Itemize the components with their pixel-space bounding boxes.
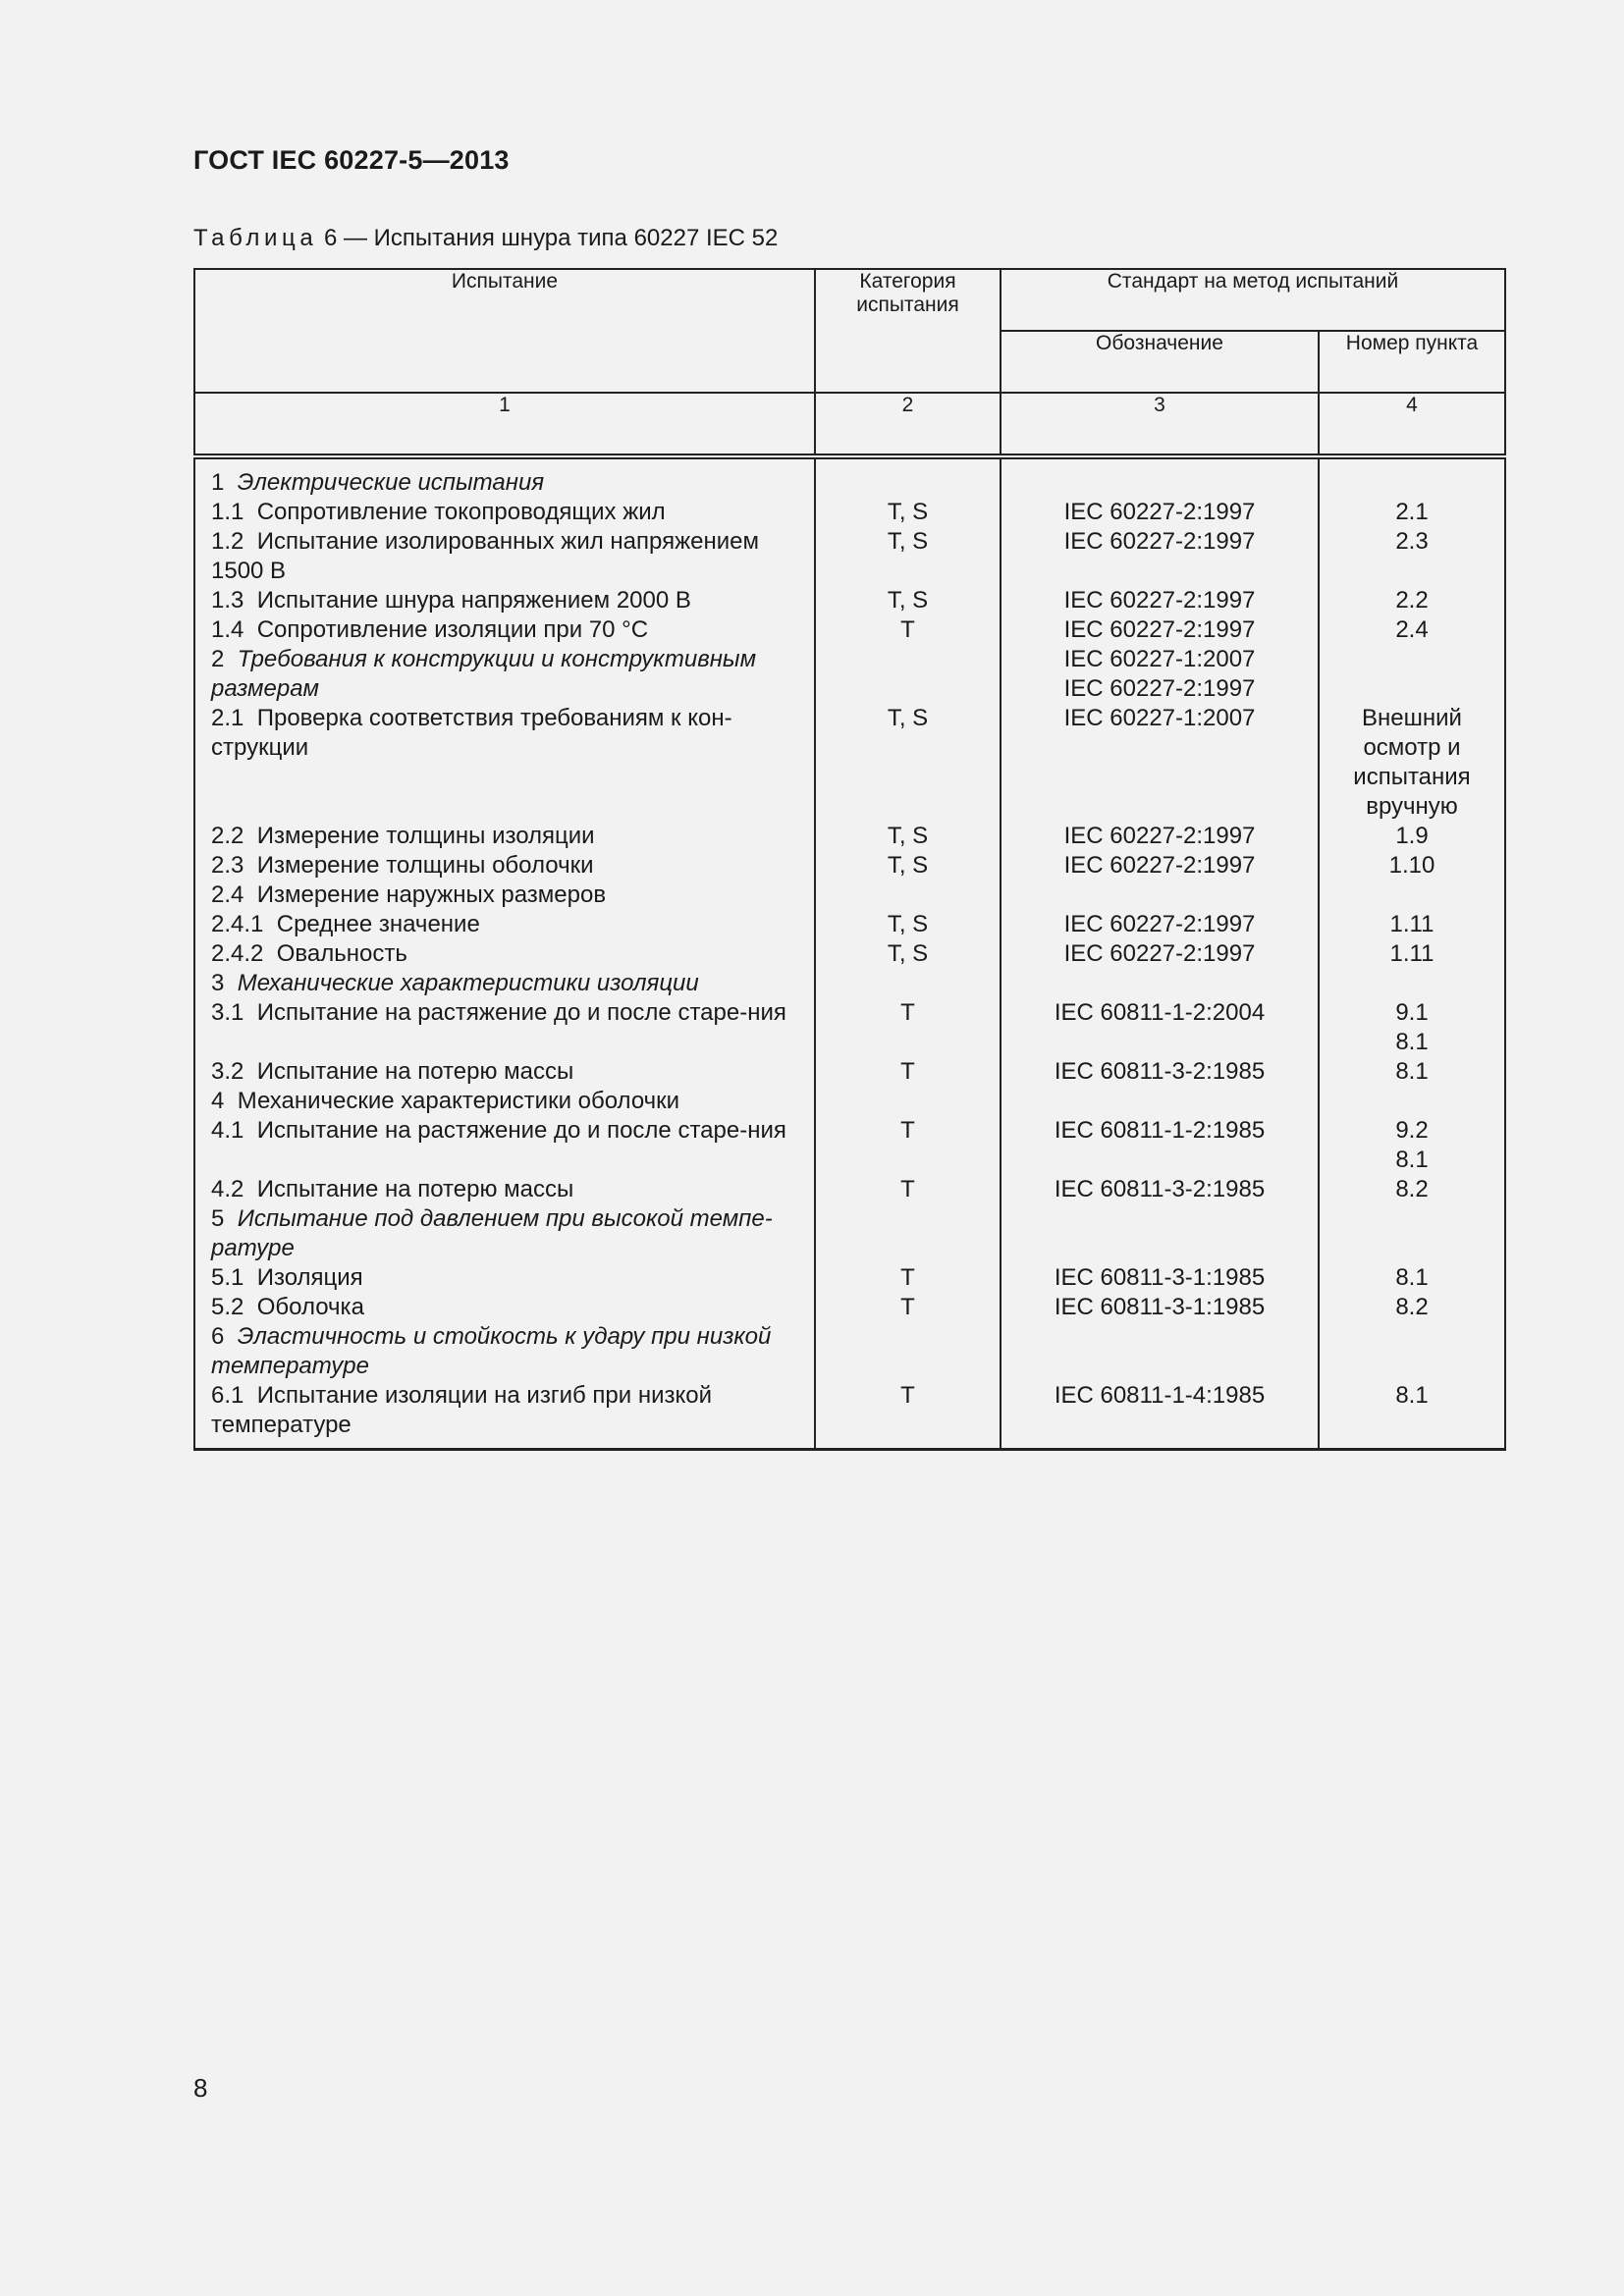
test-name-cell <box>194 910 815 939</box>
column-number: 4 <box>1319 393 1505 456</box>
table-row <box>194 456 1505 498</box>
header-clause: Номер пункта <box>1319 331 1505 393</box>
document-title: ГОСТ IEC 60227-5—2013 <box>193 145 510 175</box>
table-row <box>194 586 1505 615</box>
test-category <box>815 1322 1001 1381</box>
test-name-cell <box>194 645 815 704</box>
table-row <box>194 645 1505 704</box>
test-number: 1.4 <box>211 616 244 643</box>
test-name-cell <box>194 1322 815 1381</box>
test-category: T <box>815 1175 1001 1204</box>
test-category: T, S <box>815 851 1001 881</box>
test-name: Испытание под давлением при высокой темпе-ратуре <box>211 1205 773 1261</box>
test-number: 1.2 <box>211 528 244 555</box>
table-row <box>194 910 1505 939</box>
test-number: 5 <box>211 1205 225 1232</box>
table-row <box>194 1381 1505 1450</box>
test-category: T <box>815 615 1001 645</box>
clause-number: 8.1 <box>1319 1263 1505 1293</box>
table-row <box>194 881 1505 910</box>
test-name: Испытание изоляции на изгиб при низкой температуре <box>211 1382 713 1438</box>
test-name: Овальность <box>276 940 407 967</box>
test-name: Проверка соответствия требованиям к кон-струкции <box>211 705 732 761</box>
header-designation: Обозначение <box>1001 331 1319 393</box>
test-name-cell <box>194 998 815 1057</box>
test-number: 2.2 <box>211 823 244 849</box>
table-row <box>194 939 1505 969</box>
test-category <box>815 1087 1001 1116</box>
test-name-cell <box>194 851 815 881</box>
test-name-cell <box>194 969 815 998</box>
test-category: T <box>815 1263 1001 1293</box>
test-category: T, S <box>815 822 1001 851</box>
column-number: 3 <box>1001 393 1319 456</box>
clause-number: 8.1 <box>1319 1381 1505 1450</box>
table-row <box>194 498 1505 527</box>
table-row <box>194 969 1505 998</box>
test-number: 2.1 <box>211 705 244 731</box>
test-number: 1.1 <box>211 499 244 525</box>
test-name-cell <box>194 1293 815 1322</box>
header-test: Испытание <box>194 269 815 393</box>
test-name-cell <box>194 1175 815 1204</box>
clause-number <box>1319 645 1505 704</box>
test-name-cell <box>194 527 815 586</box>
table-row <box>194 1057 1505 1087</box>
test-number: 3.1 <box>211 999 244 1026</box>
standard-designation: IEC 60811-1-4:1985 <box>1001 1381 1319 1450</box>
standard-designation: IEC 60227-2:1997 <box>1001 498 1319 527</box>
test-number: 2 <box>211 646 225 672</box>
test-number: 4.2 <box>211 1176 244 1202</box>
table-row <box>194 1204 1505 1263</box>
standard-designation: IEC 60227-1:2007 <box>1001 704 1319 822</box>
column-number-row <box>194 393 1505 456</box>
test-name-cell <box>194 498 815 527</box>
test-name-cell <box>194 1204 815 1263</box>
clause-number: 8.1 <box>1319 1057 1505 1087</box>
standard-designation: IEC 60811-3-2:1985 <box>1001 1175 1319 1204</box>
test-name-cell <box>194 1057 815 1087</box>
test-category <box>815 881 1001 910</box>
test-number: 2.4.2 <box>211 940 264 967</box>
test-name: Испытание изолированных жил напряжением 1500 В <box>211 528 759 584</box>
test-number: 6.1 <box>211 1382 244 1409</box>
clause-number <box>1319 1322 1505 1381</box>
test-name-cell <box>194 586 815 615</box>
test-number: 1.3 <box>211 587 244 614</box>
test-name: Испытание на потерю массы <box>256 1058 574 1085</box>
clause-number: 2.4 <box>1319 615 1505 645</box>
table-body <box>194 456 1505 1450</box>
test-category: T, S <box>815 498 1001 527</box>
clause-number: 8.2 <box>1319 1175 1505 1204</box>
test-category: T <box>815 1293 1001 1322</box>
test-name: Эластичность и стойкость к удару при низкой температуре <box>211 1323 772 1379</box>
test-category: T <box>815 1057 1001 1087</box>
test-category: T, S <box>815 939 1001 969</box>
clause-number: 1.9 <box>1319 822 1505 851</box>
table-row <box>194 822 1505 851</box>
clause-number: Внешний осмотр и испытания вручную <box>1319 704 1505 822</box>
test-name-cell <box>194 1116 815 1175</box>
header-standard: Стандарт на метод испытаний <box>1001 269 1505 331</box>
column-number: 2 <box>815 393 1001 456</box>
table-row <box>194 1293 1505 1322</box>
standard-designation: IEC 60811-1-2:1985 <box>1001 1116 1319 1175</box>
test-name: Изоляция <box>256 1264 363 1291</box>
table-row <box>194 1263 1505 1293</box>
test-name: Измерение наружных размеров <box>256 881 607 908</box>
standard-designation: IEC 60227-2:1997 <box>1001 527 1319 586</box>
standard-designation: IEC 60227-2:1997 <box>1001 822 1319 851</box>
test-name-cell <box>194 822 815 851</box>
standard-designation: IEC 60227-1:2007 IEC 60227-2:1997 <box>1001 645 1319 704</box>
clause-number: 1.11 <box>1319 910 1505 939</box>
standard-designation <box>1001 1204 1319 1263</box>
test-category: T, S <box>815 527 1001 586</box>
column-number: 1 <box>194 393 815 456</box>
clause-number: 2.2 <box>1319 586 1505 615</box>
test-category: T <box>815 998 1001 1057</box>
test-name: Испытание шнура напряжением 2000 В <box>256 587 691 614</box>
test-category: T, S <box>815 586 1001 615</box>
test-category: T, S <box>815 704 1001 822</box>
standard-designation <box>1001 1087 1319 1116</box>
clause-number: 1.10 <box>1319 851 1505 881</box>
test-number: 5.2 <box>211 1294 244 1320</box>
header-category: Категория испытания <box>815 269 1001 393</box>
test-name: Сопротивление токопроводящих жил <box>256 499 666 525</box>
standard-designation: IEC 60227-2:1997 <box>1001 586 1319 615</box>
standard-designation: IEC 60227-2:1997 <box>1001 939 1319 969</box>
table-row <box>194 851 1505 881</box>
test-name: Требования к конструкции и конструктивным размерам <box>211 646 757 702</box>
table-row <box>194 615 1505 645</box>
table-row <box>194 1175 1505 1204</box>
standard-designation <box>1001 969 1319 998</box>
standard-designation: IEC 60227-2:1997 <box>1001 615 1319 645</box>
standard-designation: IEC 60811-3-1:1985 <box>1001 1263 1319 1293</box>
test-number: 6 <box>211 1323 225 1350</box>
clause-number: 9.1 8.1 <box>1319 998 1505 1057</box>
test-number: 2.4.1 <box>211 911 264 937</box>
test-name: Измерение толщины оболочки <box>256 852 594 879</box>
test-name: Механические характеристики изоляции <box>237 970 699 996</box>
test-name: Испытание на растяжение до и после старе-ния <box>256 1117 786 1144</box>
standard-designation: IEC 60811-1-2:2004 <box>1001 998 1319 1057</box>
table-caption-text: 6 — Испытания шнура типа 60227 IEC 52 <box>317 225 779 251</box>
clause-number <box>1319 1204 1505 1263</box>
standard-designation <box>1001 881 1319 910</box>
test-category <box>815 645 1001 704</box>
table-header-row <box>194 269 1505 331</box>
standard-designation: IEC 60227-2:1997 <box>1001 910 1319 939</box>
test-name: Среднее значение <box>276 911 480 937</box>
test-category <box>815 969 1001 998</box>
test-name-cell <box>194 456 815 498</box>
test-category <box>815 456 1001 498</box>
test-name: Измерение толщины изоляции <box>256 823 595 849</box>
table-row <box>194 1087 1505 1116</box>
clause-number: 2.1 <box>1319 498 1505 527</box>
test-name-cell <box>194 1087 815 1116</box>
test-number: 3 <box>211 970 225 996</box>
page-number: 8 <box>193 2073 208 2103</box>
test-number: 2.3 <box>211 852 244 879</box>
test-name-cell <box>194 615 815 645</box>
standard-designation: IEC 60811-3-1:1985 <box>1001 1293 1319 1322</box>
clause-number <box>1319 456 1505 498</box>
test-name-cell <box>194 1263 815 1293</box>
test-number: 1 <box>211 469 225 496</box>
standard-designation: IEC 60227-2:1997 <box>1001 851 1319 881</box>
tests-table <box>193 268 1506 1451</box>
test-name-cell <box>194 881 815 910</box>
table-row <box>194 998 1505 1057</box>
test-name-cell <box>194 1381 815 1450</box>
standard-designation <box>1001 456 1319 498</box>
clause-number: 1.11 <box>1319 939 1505 969</box>
table-row <box>194 1116 1505 1175</box>
test-category: T <box>815 1381 1001 1450</box>
test-number: 3.2 <box>211 1058 244 1085</box>
test-number: 4.1 <box>211 1117 244 1144</box>
table-caption-word: Таблица <box>193 225 318 251</box>
test-category <box>815 1204 1001 1263</box>
clause-number <box>1319 1087 1505 1116</box>
test-name: Механические характеристики оболочки <box>237 1088 680 1114</box>
test-category: T <box>815 1116 1001 1175</box>
test-name: Электрические испытания <box>237 469 545 496</box>
test-number: 4 <box>211 1088 225 1114</box>
standard-designation: IEC 60811-3-2:1985 <box>1001 1057 1319 1087</box>
table-row <box>194 704 1505 822</box>
test-number: 2.4 <box>211 881 244 908</box>
test-name: Испытание на растяжение до и после старе-ния <box>256 999 786 1026</box>
clause-number: 2.3 <box>1319 527 1505 586</box>
table-caption <box>193 225 778 252</box>
test-number: 5.1 <box>211 1264 244 1291</box>
test-name-cell <box>194 939 815 969</box>
test-name: Оболочка <box>256 1294 364 1320</box>
test-name-cell <box>194 704 815 822</box>
test-name: Сопротивление изоляции при 70 °С <box>256 616 649 643</box>
clause-number <box>1319 881 1505 910</box>
clause-number: 9.2 8.1 <box>1319 1116 1505 1175</box>
test-name: Испытание на потерю массы <box>256 1176 574 1202</box>
table-row <box>194 527 1505 586</box>
clause-number <box>1319 969 1505 998</box>
clause-number: 8.2 <box>1319 1293 1505 1322</box>
table-row <box>194 1322 1505 1381</box>
standard-designation <box>1001 1322 1319 1381</box>
test-category: T, S <box>815 910 1001 939</box>
